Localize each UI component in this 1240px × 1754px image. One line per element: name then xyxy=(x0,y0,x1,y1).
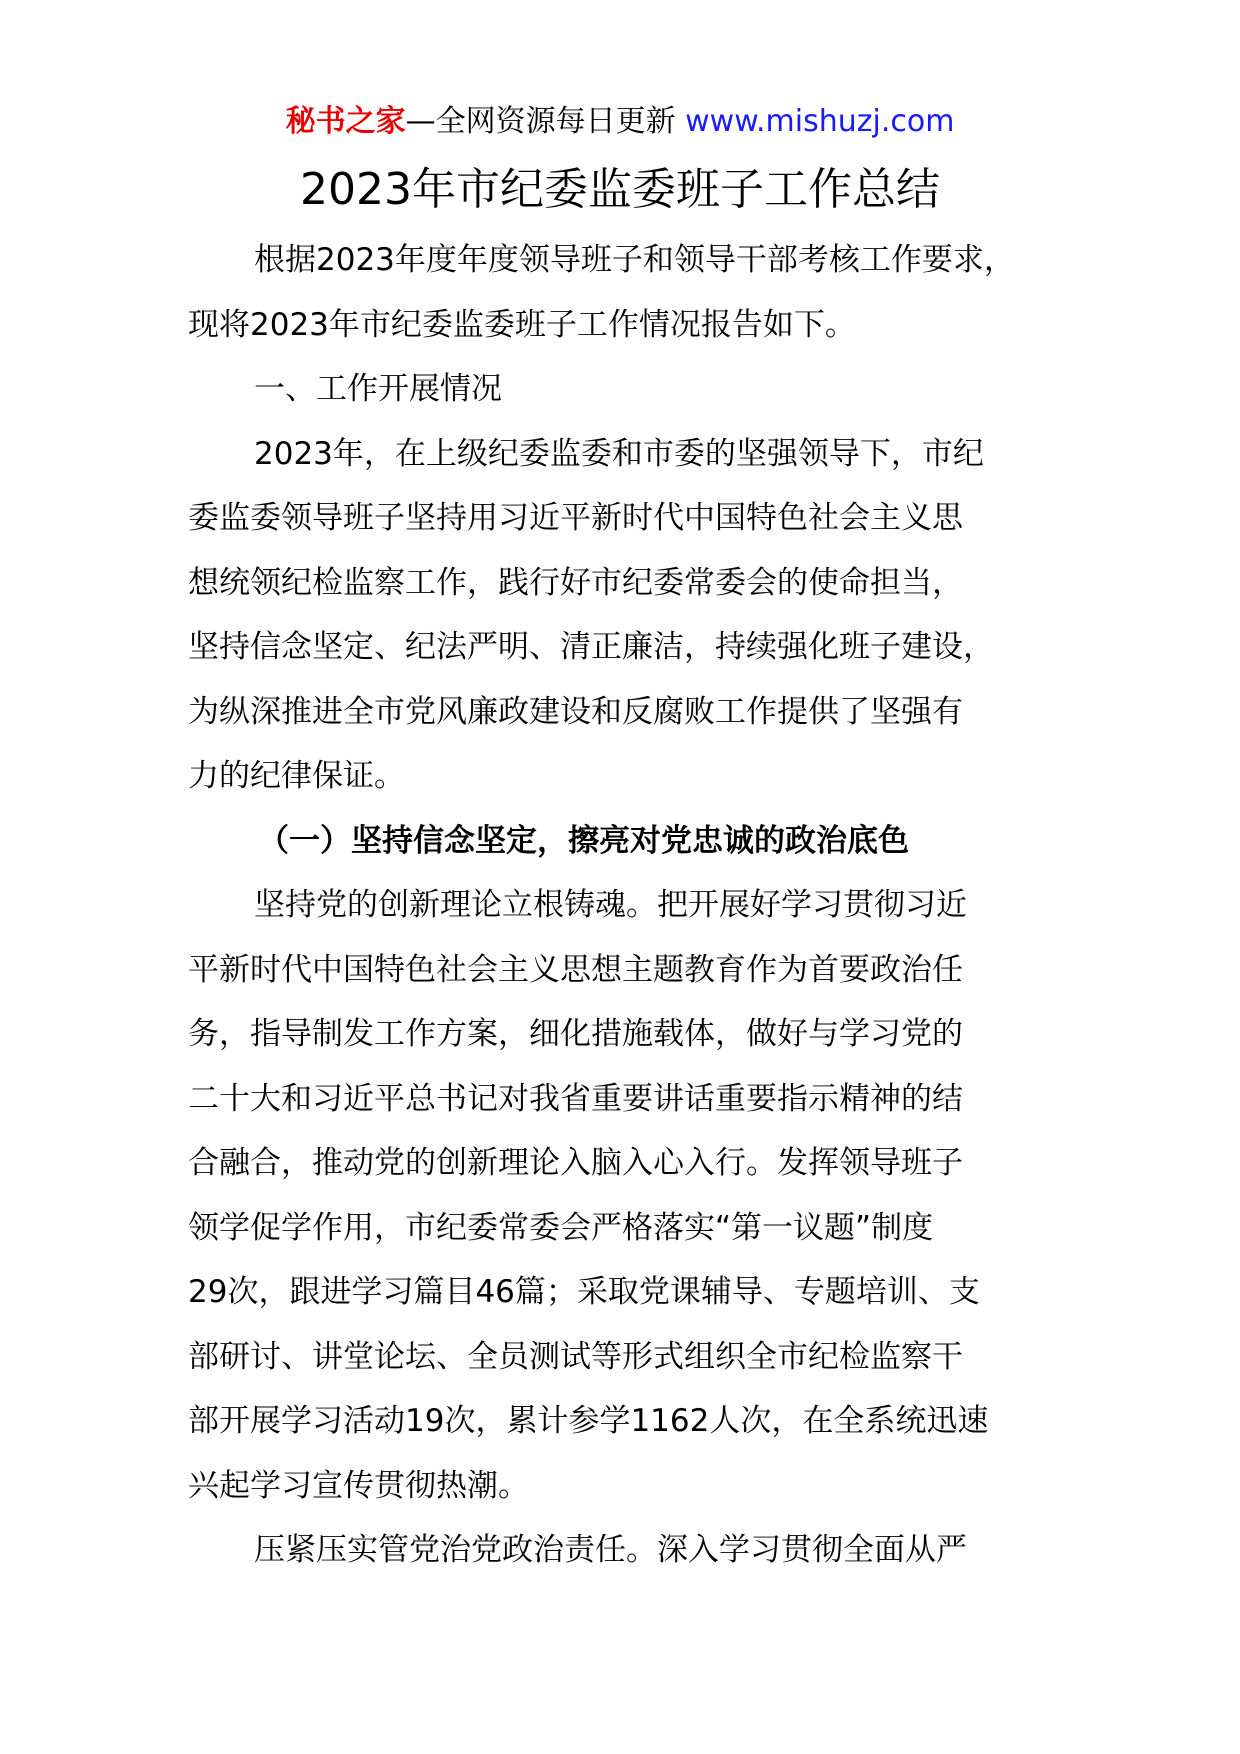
document-body xyxy=(188,228,1054,1583)
text-line: 坚持信念坚定、纪法严明、清正廉洁，持续强化班子建设， xyxy=(188,629,994,665)
text-line: 务，指导制发工作方案，细化措施载体，做好与学习党的 xyxy=(188,1016,963,1052)
text-line: 部开展学习活动19次，累计参学1162人次，在全系统迅速 xyxy=(188,1403,989,1439)
text-line: 合融合，推动党的创新理论入脑入心入行。发挥领导班子 xyxy=(188,1145,963,1181)
text-line: 压紧压实管党治党政治责任。深入学习贯彻全面从严 xyxy=(254,1532,967,1568)
header-url-link[interactable]: www.mishuzj.com xyxy=(685,104,955,139)
text-line: 平新时代中国特色社会主义思想主题教育作为首要政治任 xyxy=(188,951,963,988)
text-line: 现将2023年市纪委监委班子工作情况报告如下。 xyxy=(188,306,856,343)
text-line: 委监委领导班子坚持用习近平新时代中国特色社会主义思 xyxy=(188,500,963,536)
text-line: 力的纪律保证。 xyxy=(188,758,405,794)
body-paragraph xyxy=(188,873,1054,1518)
text-line: 想统领纪检监察工作，践行好市纪委常委会的使命担当， xyxy=(188,564,963,601)
text-line: 二十大和习近平总书记对我省重要讲话重要指示精神的结 xyxy=(188,1080,963,1117)
text-line: 29次，跟进学习篇目46篇；采取党课辅导、专题培训、支 xyxy=(188,1274,980,1310)
text-line: 2023年，在上级纪委监委和市委的坚强领导下，市纪 xyxy=(254,435,984,472)
text-line: 领学促学作用，市纪委常委会严格落实“第一议题”制度 xyxy=(188,1209,934,1246)
document-title: 2023年市纪委监委班子工作总结 xyxy=(300,164,940,215)
page-header xyxy=(0,100,1240,144)
body-paragraph xyxy=(188,1518,1054,1583)
text-line: 为纵深推进全市党风廉政建设和反腐败工作提供了坚强有 xyxy=(188,693,963,730)
header-brand: 秘书之家 xyxy=(285,104,406,139)
text-line: 坚持党的创新理论立根铸魂。把开展好学习贯彻习近 xyxy=(254,887,967,923)
section-heading: 一、工作开展情况 xyxy=(254,371,502,407)
subsection-heading: （一）坚持信念坚定，擦亮对党忠诚的政治底色 xyxy=(258,822,909,859)
body-paragraph xyxy=(188,422,1054,809)
intro-paragraph xyxy=(188,228,1054,357)
header-tagline: —全网资源每日更新 xyxy=(405,104,686,139)
text-line: 根据2023年度年度领导班子和领导干部考核工作要求， xyxy=(254,242,1015,278)
text-line: 兴起学习宣传贯彻热潮。 xyxy=(188,1467,529,1504)
text-line: 部研讨、讲堂论坛、全员测试等形式组织全市纪检监察干 xyxy=(188,1338,963,1375)
